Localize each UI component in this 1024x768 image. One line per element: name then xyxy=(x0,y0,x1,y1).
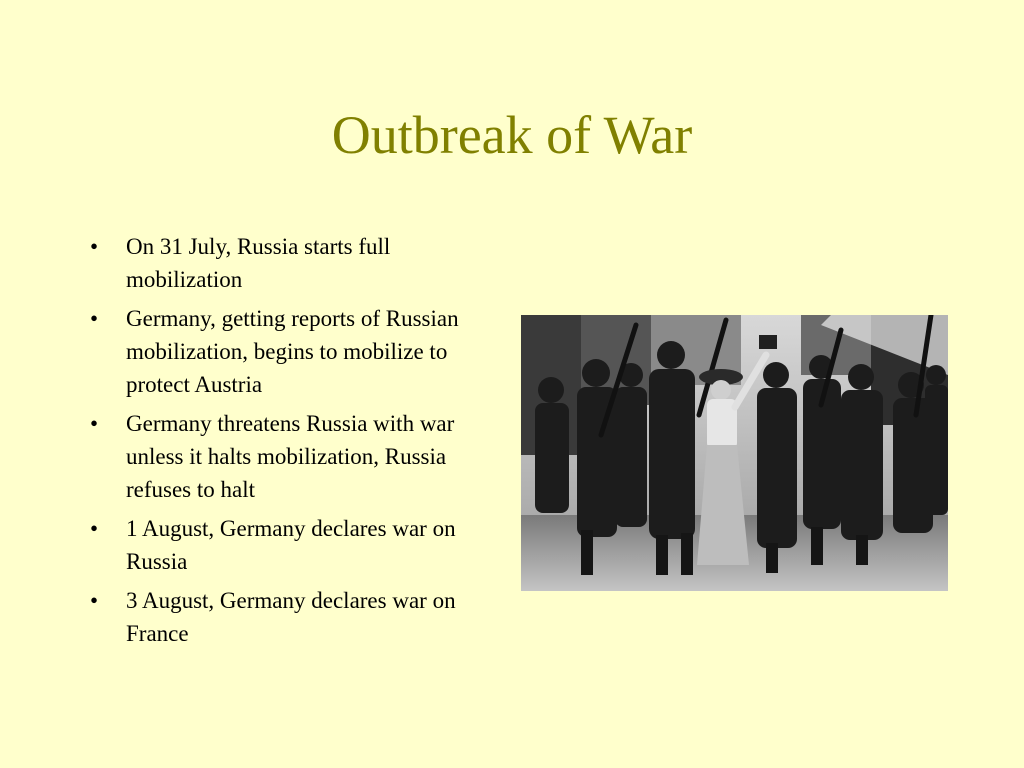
bullet-text: 3 August, Germany declares war on France xyxy=(126,588,456,646)
bullet-marker: • xyxy=(90,306,99,331)
bullet-item xyxy=(90,584,490,650)
bullet-item xyxy=(90,302,490,401)
bullet-text: 1 August, Germany declares war on Russia xyxy=(126,516,456,574)
bullet-text: Germany threatens Russia with war unless it halts mobilization, Russia refuses to halt xyxy=(126,411,455,502)
bullet-marker: • xyxy=(90,411,99,436)
bullet-list xyxy=(90,230,490,656)
bullet-marker: • xyxy=(90,516,99,541)
bullet-item xyxy=(90,407,490,506)
bullet-marker: • xyxy=(90,588,99,613)
bullet-text: Germany, getting reports of Russian mobilization, begins to mobilize to protect Austria xyxy=(126,306,459,397)
bullet-item xyxy=(90,230,490,296)
bullet-item xyxy=(90,512,490,578)
slide-title: Outbreak of War xyxy=(331,105,693,165)
bullet-marker: • xyxy=(90,234,99,259)
marching-soldiers-photo xyxy=(521,315,948,591)
bullet-text: On 31 July, Russia starts full mobilization xyxy=(126,234,391,292)
historical-photo xyxy=(521,315,948,591)
